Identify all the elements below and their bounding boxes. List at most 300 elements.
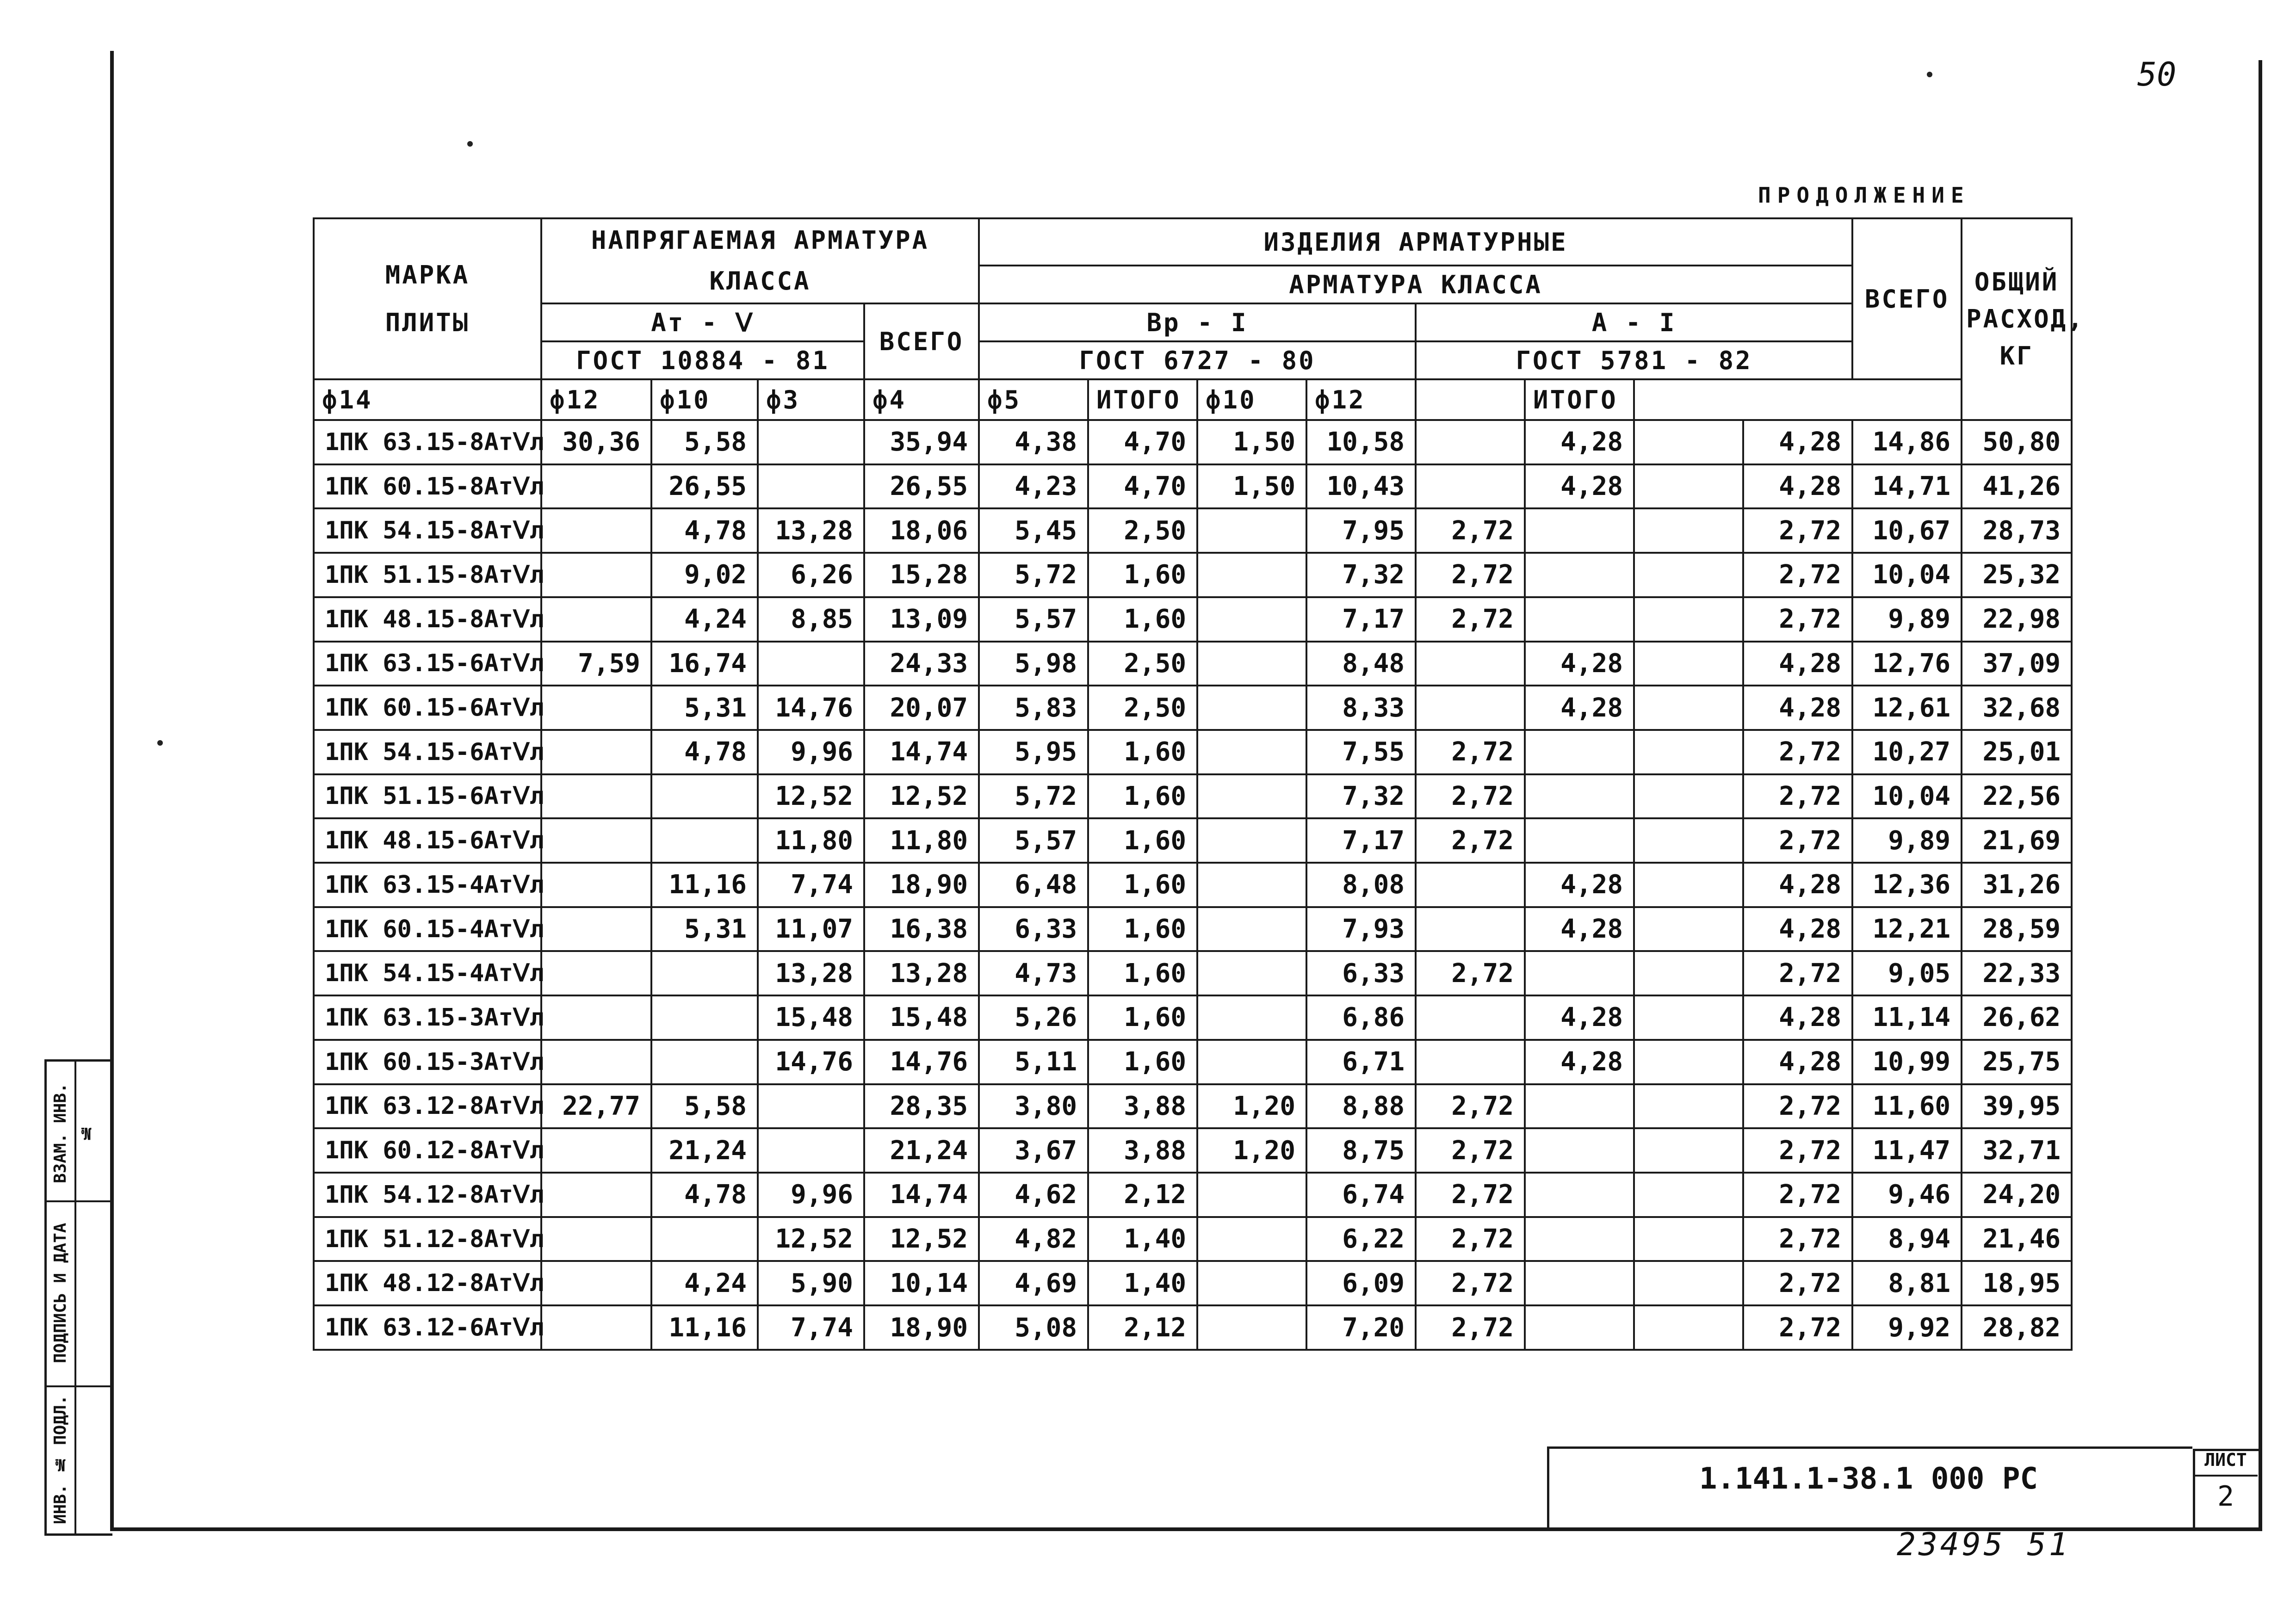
value-cell: 4,28 (1743, 1040, 1852, 1084)
value-cell: 24,20 (1962, 1173, 2072, 1217)
value-cell: 9,96 (758, 730, 864, 774)
value-cell: 2,72 (1416, 1084, 1525, 1129)
value-cell (541, 1261, 651, 1305)
value-cell: 26,62 (1962, 995, 2072, 1040)
value-cell: 7,32 (1306, 553, 1416, 597)
value-cell: 22,33 (1962, 951, 2072, 995)
value-cell (1197, 1305, 1306, 1350)
value-cell: 1,50 (1197, 420, 1306, 464)
total2-header: ВСЕГО (1852, 218, 1962, 379)
value-cell: 13,09 (864, 597, 979, 642)
value-cell (651, 995, 758, 1040)
value-cell (541, 818, 651, 863)
value-cell: 2,72 (1743, 1084, 1852, 1129)
value-cell: 2,72 (1416, 597, 1525, 642)
value-cell (541, 774, 651, 819)
subheader-cell: ф12 (1306, 379, 1416, 420)
value-cell: 10,04 (1852, 553, 1962, 597)
plate-mark-cell: 1ПК 48.12-8АтⅤл (314, 1261, 541, 1305)
value-cell: 5,72 (979, 553, 1088, 597)
value-cell: 32,68 (1962, 686, 2072, 730)
value-cell: 9,92 (1852, 1305, 1962, 1350)
value-cell: 1,40 (1088, 1261, 1197, 1305)
subheader-cell: ф10 (1197, 379, 1306, 420)
value-cell: 5,57 (979, 818, 1088, 863)
value-cell (1634, 774, 1743, 819)
value-cell: 4,28 (1525, 686, 1634, 730)
value-cell: 7,32 (1306, 774, 1416, 819)
value-cell (1525, 1305, 1634, 1350)
value-cell (651, 818, 758, 863)
value-cell (1197, 818, 1306, 863)
value-cell (1525, 597, 1634, 642)
value-cell (1634, 907, 1743, 952)
table-row (314, 1217, 2072, 1261)
value-cell: 4,82 (979, 1217, 1088, 1261)
value-cell: 12,61 (1852, 686, 1962, 730)
value-cell: 11,16 (651, 863, 758, 907)
value-cell: 2,72 (1743, 774, 1852, 819)
plate-mark-cell: 1ПК 51.15-6АтⅤл (314, 774, 541, 819)
at-class-header: Ат - Ⅴ (541, 303, 864, 341)
value-cell: 12,52 (758, 1217, 864, 1261)
value-cell (1416, 995, 1525, 1040)
plate-mark-cell: 1ПК 54.12-8АтⅤл (314, 1173, 541, 1217)
value-cell (1634, 464, 1743, 509)
prestressed-header: НАПРЯГАЕМАЯ АРМАТУРА КЛАССА (541, 218, 979, 303)
subheader-cell: ИТОГО (1088, 379, 1197, 420)
value-cell: 4,28 (1743, 907, 1852, 952)
subheader-cell (1416, 379, 1525, 420)
value-cell: 12,52 (758, 774, 864, 819)
plate-mark-cell: 1ПК 63.15-4АтⅤл (314, 863, 541, 907)
value-cell (758, 1128, 864, 1173)
value-cell: 10,04 (1852, 774, 1962, 819)
value-cell (1525, 553, 1634, 597)
plate-mark-cell: 1ПК 60.15-3АтⅤл (314, 1040, 541, 1084)
inventory-number: 23495 51 (1897, 1526, 2071, 1563)
value-cell: 24,33 (864, 642, 979, 686)
value-cell: 2,72 (1743, 508, 1852, 553)
frame-right-border (2259, 60, 2262, 1531)
value-cell (541, 907, 651, 952)
value-cell: 4,78 (651, 730, 758, 774)
value-cell: 28,82 (1962, 1305, 2072, 1350)
value-cell: 8,08 (1306, 863, 1416, 907)
value-cell: 5,72 (979, 774, 1088, 819)
value-cell (1634, 553, 1743, 597)
value-cell: 10,27 (1852, 730, 1962, 774)
value-cell: 14,86 (1852, 420, 1962, 464)
value-cell: 30,36 (541, 420, 651, 464)
value-cell (758, 464, 864, 509)
general-header: ОБЩИЙ РАСХОД, КГ (1962, 218, 2072, 420)
value-cell: 12,21 (1852, 907, 1962, 952)
table-row (314, 420, 2072, 464)
value-cell (1416, 863, 1525, 907)
table-row (314, 553, 2072, 597)
scan-speck (157, 740, 163, 746)
value-cell (1525, 508, 1634, 553)
reinforcement-table (313, 217, 2085, 1351)
value-cell: 4,78 (651, 508, 758, 553)
value-cell: 11,14 (1852, 995, 1962, 1040)
value-cell: 4,28 (1525, 464, 1634, 509)
value-cell: 5,58 (651, 1084, 758, 1129)
value-cell: 4,28 (1525, 863, 1634, 907)
value-cell: 7,17 (1306, 818, 1416, 863)
value-cell: 50,80 (1962, 420, 2072, 464)
value-cell: 2,72 (1416, 1128, 1525, 1173)
value-cell: 2,72 (1743, 951, 1852, 995)
value-cell: 25,01 (1962, 730, 2072, 774)
value-cell (1525, 951, 1634, 995)
value-cell: 4,28 (1525, 907, 1634, 952)
table-row (314, 508, 2072, 553)
value-cell (1197, 508, 1306, 553)
value-cell: 5,26 (979, 995, 1088, 1040)
value-cell (1197, 730, 1306, 774)
value-cell: 2,50 (1088, 642, 1197, 686)
value-cell: 21,69 (1962, 818, 2072, 863)
gost2-header: ГОСТ 6727 - 80 (979, 341, 1416, 379)
sheet-label: ЛИСТ (2194, 1450, 2258, 1477)
value-cell (1525, 1128, 1634, 1173)
table-row (314, 1128, 2072, 1173)
value-cell (541, 951, 651, 995)
value-cell: 1,60 (1088, 597, 1197, 642)
value-cell: 8,75 (1306, 1128, 1416, 1173)
value-cell: 5,45 (979, 508, 1088, 553)
value-cell: 4,28 (1525, 1040, 1634, 1084)
value-cell: 28,35 (864, 1084, 979, 1129)
table-row (314, 1261, 2072, 1305)
table-row (314, 907, 2072, 952)
value-cell: 18,90 (864, 1305, 979, 1350)
subheader-cell: ф5 (979, 379, 1088, 420)
bp-class-header: Вр - I (979, 303, 1416, 341)
value-cell: 1,60 (1088, 863, 1197, 907)
value-cell: 7,59 (541, 642, 651, 686)
value-cell: 28,73 (1962, 508, 2072, 553)
value-cell: 6,74 (1306, 1173, 1416, 1217)
value-cell: 6,48 (979, 863, 1088, 907)
table-row (314, 1040, 2072, 1084)
plate-mark-cell: 1ПК 54.15-8АтⅤл (314, 508, 541, 553)
value-cell: 22,56 (1962, 774, 2072, 819)
value-cell (1634, 863, 1743, 907)
value-cell (1634, 1305, 1743, 1350)
value-cell: 1,40 (1088, 1217, 1197, 1261)
value-cell: 4,28 (1743, 420, 1852, 464)
value-cell (1525, 1173, 1634, 1217)
mark-header: МАРКА ПЛИТЫ (314, 218, 541, 379)
subheader-cell: ф10 (651, 379, 758, 420)
value-cell: 5,83 (979, 686, 1088, 730)
continuation-label: ПРОДОЛЖЕНИЕ (1758, 183, 1970, 208)
value-cell: 15,28 (864, 553, 979, 597)
plate-mark-cell: 1ПК 54.15-4АтⅤл (314, 951, 541, 995)
value-cell: 2,72 (1416, 951, 1525, 995)
value-cell: 14,74 (864, 1173, 979, 1217)
value-cell: 2,50 (1088, 508, 1197, 553)
value-cell (1634, 995, 1743, 1040)
value-cell (758, 642, 864, 686)
value-cell: 5,31 (651, 907, 758, 952)
value-cell: 6,71 (1306, 1040, 1416, 1084)
value-cell: 1,60 (1088, 818, 1197, 863)
value-cell: 4,28 (1525, 995, 1634, 1040)
value-cell (1634, 642, 1743, 686)
value-cell: 31,26 (1962, 863, 2072, 907)
value-cell: 6,33 (979, 907, 1088, 952)
page-number: 50 (2137, 56, 2177, 93)
value-cell: 9,02 (651, 553, 758, 597)
value-cell: 1,60 (1088, 907, 1197, 952)
value-cell: 2,72 (1743, 730, 1852, 774)
value-cell (1197, 642, 1306, 686)
plate-mark-cell: 1ПК 63.12-6АтⅤл (314, 1305, 541, 1350)
value-cell: 2,72 (1416, 1173, 1525, 1217)
value-cell: 2,72 (1416, 1261, 1525, 1305)
subheader-cell: ф12 (541, 379, 651, 420)
value-cell: 11,80 (864, 818, 979, 863)
value-cell: 3,80 (979, 1084, 1088, 1129)
value-cell: 13,28 (758, 951, 864, 995)
value-cell (1634, 1128, 1743, 1173)
value-cell: 21,24 (651, 1128, 758, 1173)
value-cell: 2,72 (1743, 1128, 1852, 1173)
value-cell (541, 1305, 651, 1350)
value-cell: 7,17 (1306, 597, 1416, 642)
value-cell: 7,74 (758, 1305, 864, 1350)
value-cell: 37,09 (1962, 642, 2072, 686)
value-cell: 5,08 (979, 1305, 1088, 1350)
value-cell (1197, 951, 1306, 995)
value-cell (541, 995, 651, 1040)
value-cell: 14,71 (1852, 464, 1962, 509)
value-cell: 28,59 (1962, 907, 2072, 952)
value-cell (758, 420, 864, 464)
value-cell: 12,36 (1852, 863, 1962, 907)
value-cell (1197, 995, 1306, 1040)
value-cell (1416, 464, 1525, 509)
value-cell (1416, 1040, 1525, 1084)
value-cell: 25,75 (1962, 1040, 2072, 1084)
value-cell (1525, 1217, 1634, 1261)
value-cell: 9,89 (1852, 818, 1962, 863)
value-cell: 4,73 (979, 951, 1088, 995)
value-cell (1634, 1173, 1743, 1217)
value-cell (1197, 553, 1306, 597)
value-cell: 21,46 (1962, 1217, 2072, 1261)
value-cell (651, 1040, 758, 1084)
subheader-cell: ИТОГО (1525, 379, 1634, 420)
value-cell: 5,57 (979, 597, 1088, 642)
table-row (314, 1084, 2072, 1129)
value-cell: 7,20 (1306, 1305, 1416, 1350)
value-cell: 12,52 (864, 1217, 979, 1261)
value-cell: 26,55 (864, 464, 979, 509)
subheader-cell: ф4 (864, 379, 979, 420)
value-cell (541, 1173, 651, 1217)
table-row (314, 1305, 2072, 1350)
value-cell (1197, 686, 1306, 730)
table-row (314, 774, 2072, 819)
value-cell: 15,48 (758, 995, 864, 1040)
value-cell: 3,88 (1088, 1084, 1197, 1129)
value-cell: 3,88 (1088, 1128, 1197, 1173)
value-cell: 7,95 (1306, 508, 1416, 553)
value-cell: 8,33 (1306, 686, 1416, 730)
value-cell: 25,32 (1962, 553, 2072, 597)
value-cell: 6,86 (1306, 995, 1416, 1040)
value-cell (541, 686, 651, 730)
replacement-inventory-label: ВЗАМ. ИНВ. № (51, 1083, 96, 1184)
value-cell: 1,60 (1088, 553, 1197, 597)
value-cell (651, 1217, 758, 1261)
a-class-header: А - I (1416, 303, 1852, 341)
value-cell (541, 1128, 651, 1173)
value-cell: 14,74 (864, 730, 979, 774)
value-cell: 2,72 (1743, 553, 1852, 597)
value-cell (651, 774, 758, 819)
value-cell (1197, 774, 1306, 819)
table-row (314, 464, 2072, 509)
value-cell: 1,20 (1197, 1084, 1306, 1129)
value-cell (651, 951, 758, 995)
value-cell (1525, 774, 1634, 819)
value-cell: 11,16 (651, 1305, 758, 1350)
value-cell (1525, 730, 1634, 774)
value-cell: 4,62 (979, 1173, 1088, 1217)
value-cell: 2,12 (1088, 1173, 1197, 1217)
value-cell: 9,46 (1852, 1173, 1962, 1217)
value-cell: 4,28 (1743, 642, 1852, 686)
value-cell (1634, 1217, 1743, 1261)
value-cell (1634, 1040, 1743, 1084)
value-cell (758, 1084, 864, 1129)
value-cell: 1,60 (1088, 951, 1197, 995)
value-cell: 4,23 (979, 464, 1088, 509)
value-cell: 10,14 (864, 1261, 979, 1305)
value-cell: 35,94 (864, 420, 979, 464)
value-cell (1197, 1173, 1306, 1217)
value-cell: 1,60 (1088, 1040, 1197, 1084)
value-cell (1634, 508, 1743, 553)
value-cell: 2,72 (1416, 508, 1525, 553)
value-cell (541, 464, 651, 509)
plate-mark-cell: 1ПК 63.15-8АтⅤл (314, 420, 541, 464)
subheader-cell: ф14 (314, 379, 541, 420)
value-cell: 14,76 (864, 1040, 979, 1084)
value-cell (1197, 597, 1306, 642)
value-cell: 4,28 (1743, 863, 1852, 907)
value-cell: 5,31 (651, 686, 758, 730)
arm-class-header: АРМАТУРА КЛАССА (979, 266, 1852, 303)
value-cell: 18,90 (864, 863, 979, 907)
value-cell: 8,48 (1306, 642, 1416, 686)
value-cell: 18,95 (1962, 1261, 2072, 1305)
value-cell: 18,06 (864, 508, 979, 553)
value-cell: 10,58 (1306, 420, 1416, 464)
value-cell: 12,52 (864, 774, 979, 819)
table-row (314, 818, 2072, 863)
plate-mark-cell: 1ПК 48.15-8АтⅤл (314, 597, 541, 642)
value-cell: 26,55 (651, 464, 758, 509)
table-row (314, 863, 2072, 907)
value-cell (1634, 1261, 1743, 1305)
value-cell: 11,80 (758, 818, 864, 863)
value-cell: 13,28 (758, 508, 864, 553)
value-cell: 2,72 (1743, 597, 1852, 642)
value-cell: 20,07 (864, 686, 979, 730)
value-cell: 6,33 (1306, 951, 1416, 995)
plate-mark-cell: 1ПК 63.15-3АтⅤл (314, 995, 541, 1040)
value-cell (541, 1040, 651, 1084)
value-cell: 11,47 (1852, 1128, 1962, 1173)
value-cell: 7,93 (1306, 907, 1416, 952)
value-cell: 13,28 (864, 951, 979, 995)
value-cell (541, 863, 651, 907)
value-cell: 10,43 (1306, 464, 1416, 509)
value-cell: 4,28 (1743, 995, 1852, 1040)
value-cell: 4,38 (979, 420, 1088, 464)
plate-mark-cell: 1ПК 60.12-8АтⅤл (314, 1128, 541, 1173)
plate-mark-cell: 1ПК 51.15-8АтⅤл (314, 553, 541, 597)
table-row (314, 686, 2072, 730)
value-cell (1634, 951, 1743, 995)
table-row (314, 730, 2072, 774)
value-cell: 1,20 (1197, 1128, 1306, 1173)
value-cell: 6,09 (1306, 1261, 1416, 1305)
value-cell: 8,85 (758, 597, 864, 642)
value-cell: 1,60 (1088, 730, 1197, 774)
value-cell (1416, 642, 1525, 686)
value-cell (1525, 1261, 1634, 1305)
value-cell (1634, 597, 1743, 642)
plate-mark-cell: 1ПК 60.15-6АтⅤл (314, 686, 541, 730)
document-code: 1.141.1-38.1 000 РС (1699, 1462, 2038, 1496)
value-cell: 11,60 (1852, 1084, 1962, 1129)
table-row (314, 951, 2072, 995)
value-cell: 4,24 (651, 597, 758, 642)
value-cell: 8,94 (1852, 1217, 1962, 1261)
value-cell (1197, 1040, 1306, 1084)
value-cell: 15,48 (864, 995, 979, 1040)
value-cell: 9,89 (1852, 597, 1962, 642)
value-cell (1416, 907, 1525, 952)
value-cell: 4,24 (651, 1261, 758, 1305)
gost1-header: ГОСТ 10884 - 81 (541, 341, 864, 379)
value-cell: 2,12 (1088, 1305, 1197, 1350)
value-cell (1634, 686, 1743, 730)
value-cell: 6,22 (1306, 1217, 1416, 1261)
total1-header: ВСЕГО (864, 303, 979, 379)
value-cell: 14,76 (758, 686, 864, 730)
side-stamp (44, 1059, 112, 1536)
plate-mark-cell: 1ПК 60.15-8АтⅤл (314, 464, 541, 509)
value-cell: 2,72 (1743, 818, 1852, 863)
value-cell: 2,50 (1088, 686, 1197, 730)
value-cell: 8,88 (1306, 1084, 1416, 1129)
value-cell: 5,90 (758, 1261, 864, 1305)
value-cell: 4,28 (1525, 642, 1634, 686)
value-cell: 10,99 (1852, 1040, 1962, 1084)
value-cell: 2,72 (1416, 1217, 1525, 1261)
value-cell (541, 508, 651, 553)
value-cell: 1,60 (1088, 774, 1197, 819)
